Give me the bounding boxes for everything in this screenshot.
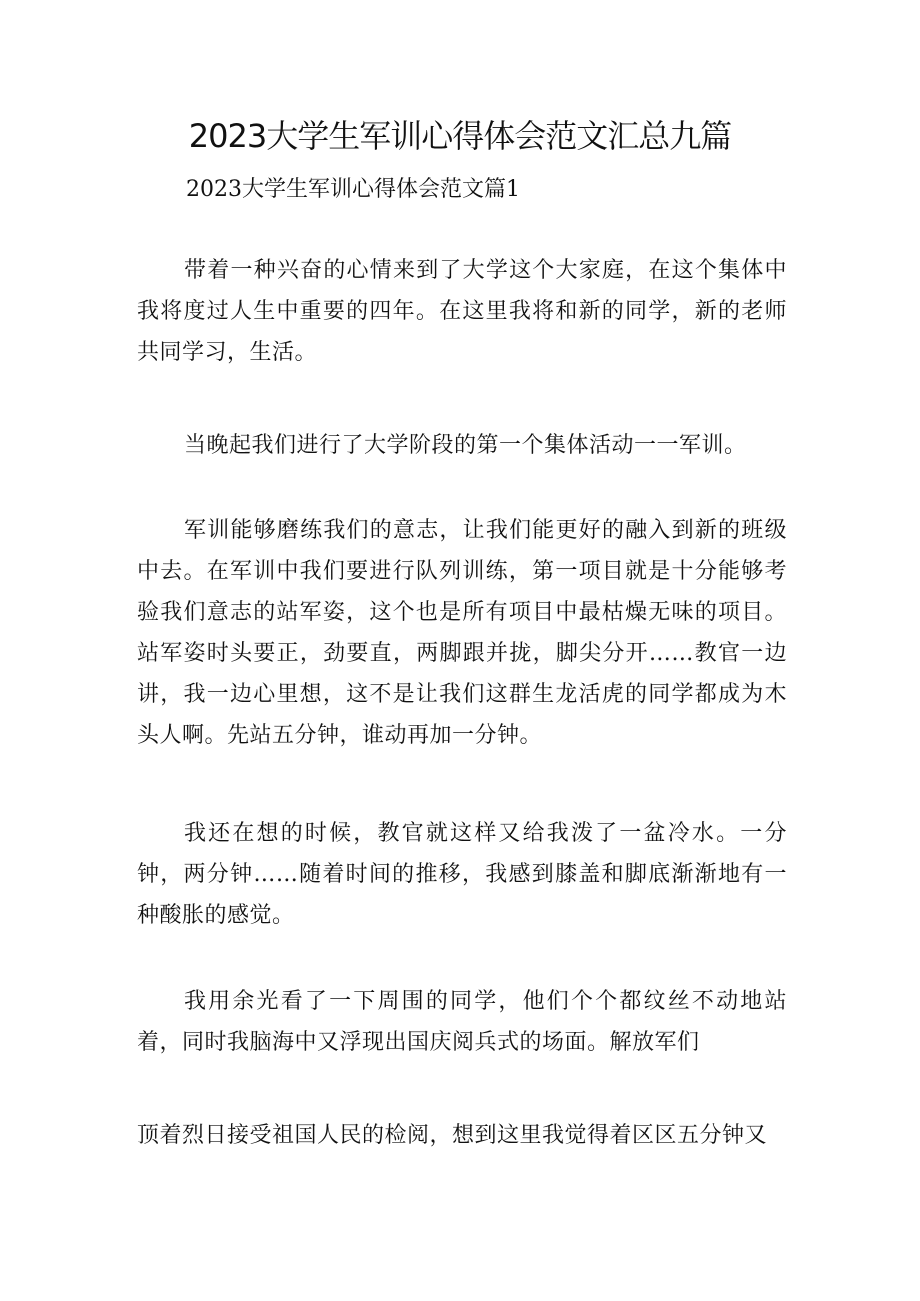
paragraph-2: 当晚起我们进行了大学阶段的第一个集体活动一一军训。 — [184, 433, 747, 458]
paragraph-4: 我还在想的时候，教官就这样又给我泼了一盆冷水。一分钟，两分钟……随着时间的推移，我感到膝盖和脚底渐渐地有一种酸胀的感觉。 — [137, 821, 787, 928]
document-title: 2023大学生军训心得体会范文汇总九篇 — [188, 117, 732, 155]
paragraph-6: 顶着烈日接受祖国人民的检阅，想到这里我觉得着区区五分钟又 — [137, 1123, 768, 1148]
paragraph-5: 我用余光看了一下周围的同学，他们个个都纹丝不动地站着，同时我脑海中又浮现出国庆阅兵式的场面。解放军们 — [137, 989, 787, 1055]
paragraph-1: 带着一种兴奋的心情来到了大学这个大家庭，在这个集体中我将度过人生中重要的四年。在这里我将和新的同学，新的老师共同学习，生活。 — [137, 258, 787, 365]
section-heading: 2023大学生军训心得体会范文篇1 — [186, 177, 520, 202]
paragraph-3: 军训能够磨练我们的意志，让我们能更好的融入到新的班级中去。在军训中我们要进行队列训练，第一项目就是十分能够考验我们意志的站军姿，这个也是所有项目中最枯燥无味的项目。站军姿时头要正，劲要直，两脚跟并拢，脚尖分开……教官一边讲，我一边心里想，这不是让我们这群生龙活虎的同学都成为木头人啊。先站五分钟，谁动再加一分钟。 — [137, 518, 787, 748]
